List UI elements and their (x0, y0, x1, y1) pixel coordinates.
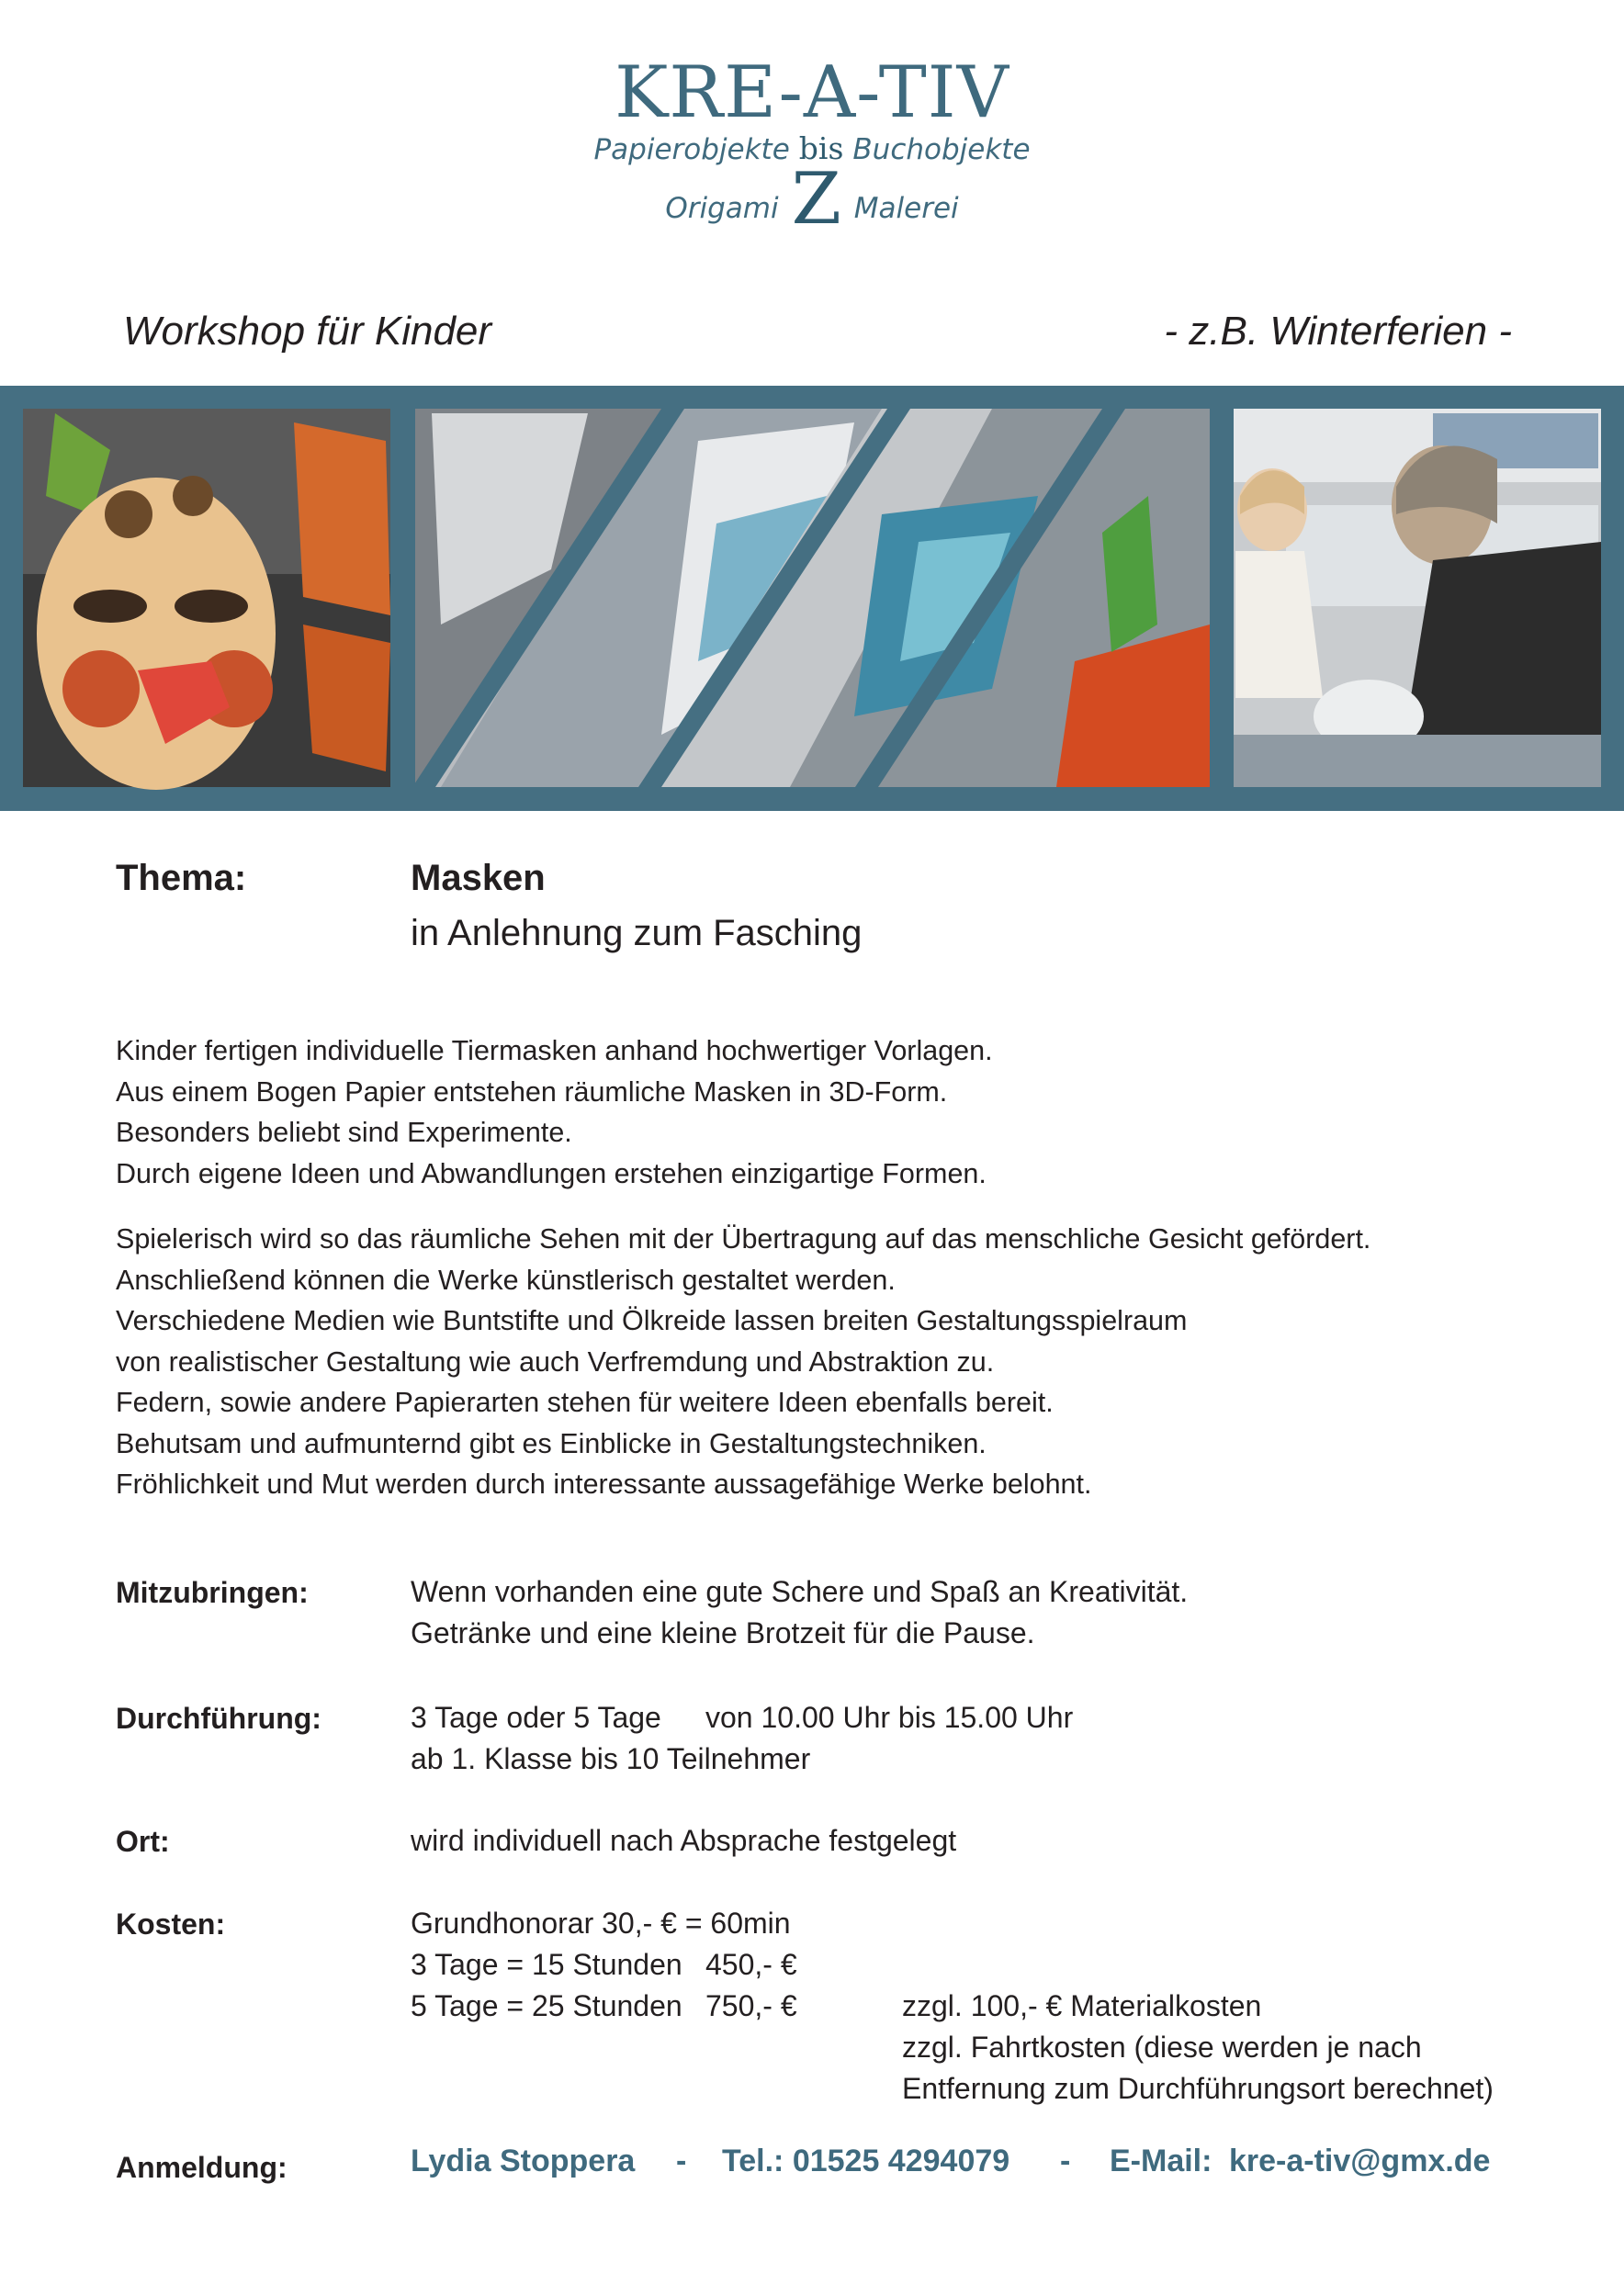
logo-letter-z: Z (791, 158, 841, 241)
workshop-photo-right (1234, 409, 1601, 787)
ort-label: Ort: (116, 1825, 170, 1858)
description-line: Aus einem Bogen Papier entstehen räumliche Masken in 3D-Form. (116, 1075, 948, 1108)
kosten-note: Entfernung zum Durchführungsort berechnet) (902, 2072, 1494, 2105)
logo-word-malerei: Malerei (853, 192, 959, 225)
mitzubringen-line: Getränke und eine kleine Brotzeit für die Pause. (411, 1616, 1035, 1649)
durchfuehrung-time: von 10.00 Uhr bis 15.00 Uhr (705, 1701, 1074, 1734)
logo-word-bis: bis (798, 130, 844, 166)
description-line: Verschiedene Medien wie Buntstifte und Ölkreide lassen breiten Gestaltungsspielraum (116, 1305, 1188, 1336)
mitzubringen-line: Wenn vorhanden eine gute Schere und Spaß an Kreativität. (411, 1575, 1189, 1608)
contact-email-label: E-Mail: (1110, 2144, 1212, 2178)
kosten-3-tage-price: 450,- € (705, 1948, 797, 1981)
contact-email-link[interactable]: kre-a-tiv@gmx.de (1229, 2144, 1491, 2178)
durchfuehrung-days: 3 Tage oder 5 Tage (411, 1701, 661, 1734)
kosten-5-tage-price: 750,- € (705, 1989, 797, 2022)
photo-banner (0, 386, 1624, 811)
photo-collage (0, 386, 1624, 811)
description-paragraph-1 (116, 1030, 993, 1194)
kosten-note: zzgl. Fahrtkosten (diese werden je nach (902, 2031, 1422, 2064)
contact-name: Lydia Stoppera (411, 2144, 636, 2178)
mask-photo-left (23, 409, 390, 790)
logo-word-origami: Origami (665, 192, 779, 225)
description-line: Federn, sowie andere Papierarten stehen für weitere Ideen ebenfalls bereit. (116, 1387, 1054, 1418)
mitzubringen-label: Mitzubringen: (116, 1576, 309, 1609)
contact-separator: - (1060, 2144, 1071, 2178)
contact-phone[interactable]: Tel.: 01525 4294079 (722, 2144, 1010, 2178)
season-subtitle: - z.B. Winterferien - (1164, 309, 1512, 354)
description-paragraph-2 (116, 1219, 1370, 1505)
logo-tagline-2 (0, 158, 1624, 241)
logo-word-buchobjekte: Buchobjekte (852, 133, 1031, 166)
durchfuehrung-class: ab 1. Klasse bis 10 Teilnehmer (411, 1742, 811, 1775)
thema-label: Thema: (116, 858, 247, 898)
kosten-grundhonorar: Grundhonorar 30,- € = 60min (411, 1907, 791, 1940)
ort-value: wird individuell nach Absprache festgelegt (411, 1824, 957, 1857)
description-line: Spielerisch wird so das räumliche Sehen mit der Übertragung auf das menschliche Gesicht gefördert. (116, 1223, 1371, 1255)
kosten-5-tage: 5 Tage = 25 Stunden (411, 1989, 682, 2022)
description-line: Behutsam und aufmunternd gibt es Einblicke in Gestaltungstechniken. (116, 1427, 987, 1459)
logo-title: KRE-A-TIV (615, 51, 1009, 134)
description-line: Durch eigene Ideen und Abwandlungen erstehen einzigartige Formen. (116, 1157, 987, 1189)
description-line: Anschließend können die Werke künstlerisch gestaltet werden. (116, 1264, 896, 1296)
description-line: von realistischer Gestaltung wie auch Verfremdung und Abstraktion zu. (116, 1345, 995, 1378)
mitzubringen-value (411, 1571, 1188, 1654)
contact-separator: - (676, 2144, 687, 2178)
kosten-note: zzgl. 100,- € Materialkosten (902, 1989, 1262, 2022)
thema-subtitle: in Anlehnung zum Fasching (411, 913, 863, 953)
description-line: Fröhlichkeit und Mut werden durch interessante aussagefähige Werke belohnt. (116, 1469, 1092, 1500)
anmeldung-label: Anmeldung: (116, 2151, 288, 2184)
logo-word-papierobjekte: Papierobjekte (593, 133, 790, 166)
durchfuehrung-label: Durchführung: (116, 1702, 321, 1735)
workshop-subtitle: Workshop für Kinder (123, 309, 492, 354)
thema-title: Masken (411, 858, 546, 898)
mask-photo-middle (412, 409, 1210, 787)
kosten-label: Kosten: (116, 1908, 226, 1941)
description-line: Kinder fertigen individuelle Tiermasken anhand hochwertiger Vorlagen. (116, 1035, 993, 1066)
description-line: Besonders beliebt sind Experimente. (116, 1117, 572, 1148)
kosten-notes (902, 1986, 1494, 2110)
kosten-3-tage: 3 Tage = 15 Stunden (411, 1948, 682, 1981)
